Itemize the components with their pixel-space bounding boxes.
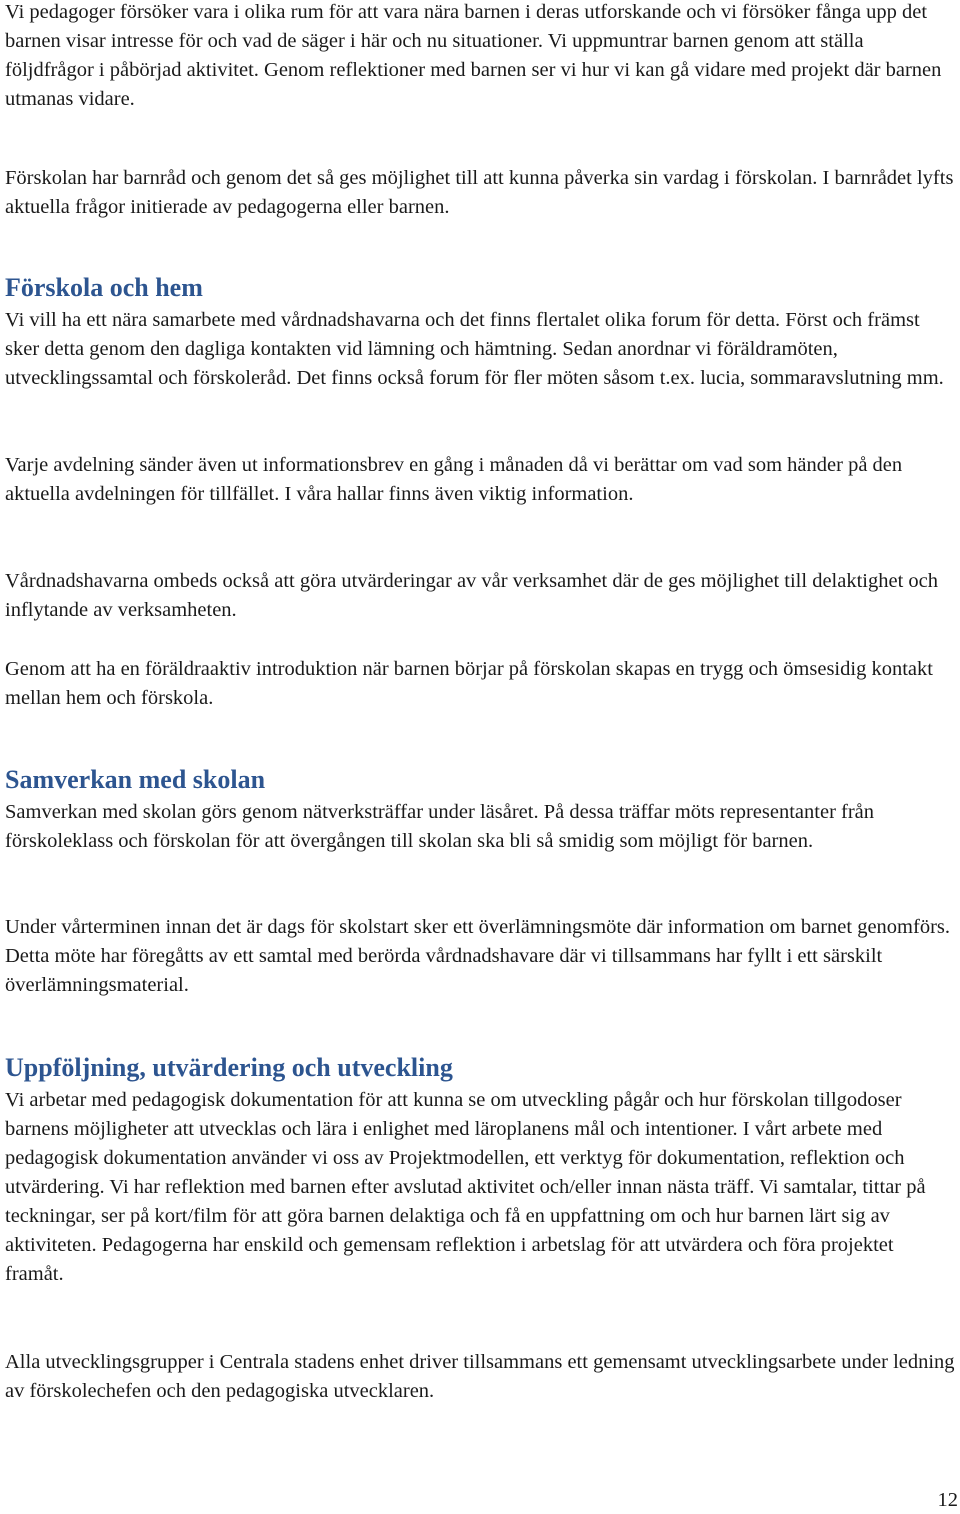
paragraph-evaluations: Vårdnadshavarna ombeds också att göra utvärderingar av vår verksamhet där de ges möjlighet till delaktighet och inflytande av verksamheten. (5, 570, 938, 621)
heading-samverkan-med-skolan: Samverkan med skolan (5, 765, 266, 794)
paragraph-introduction: Genom att ha en föräldraaktiv introduktion när barnen börjar på förskolan skapas en trygg och ömsesidig kontakt mellan hem och förskola. (5, 658, 933, 709)
paragraph-newsletter: Varje avdelning sänder även ut informationsbrev en gång i månaden då vi berättar om vad som händer på den aktuella avdelningen för tillfället. I våra hallar finns även viktig information. (5, 454, 903, 505)
paragraph-network-meetings: Samverkan med skolan görs genom nätverksträffar under läsåret. På dessa träffar möts representanter från förskoleklass och förskolan för att övergången till skolan ska bli så smidig som möjligt för barnen. (5, 801, 875, 852)
paragraph-handover-meeting: Under vårterminen innan det är dags för skolstart sker ett överlämningsmöte där information om barnet genomförs. Detta möte har föregåtts av ett samtal med berörda vårdnadshavare där vi tillsammans har fyllt i ett särskilt överlämningsmaterial. (5, 916, 951, 996)
heading-uppfoljning: Uppföljning, utvärdering och utveckling (5, 1053, 453, 1082)
heading-forskola-och-hem: Förskola och hem (5, 273, 203, 302)
paragraph-cooperation-guardians: Vi vill ha ett nära samarbete med vårdnadshavarna och det finns flertalet olika forum för detta. Först och främst sker detta genom den dagliga kontakten vid lämning och hämtning. Sedan anordnar vi föräldramöten, utvecklingssamtal och förskoleråd. Det finns också forum för fler möten såsom t.ex. lucia, sommaravslutning mm. (5, 309, 944, 389)
paragraph-pedagogical-documentation: Vi arbetar med pedagogisk dokumentation för att kunna se om utveckling pågår och hur förskolan tillgodoser barnens möjligheter att utvecklas och lära i enlighet med läroplanens mål och intentioner. I vårt arbete med pedagogisk dokumentation använder vi oss av Projektmodellen, ett verktyg för dokumentation, reflektion och utvärdering. Vi har reflektion med barnen efter avslutad aktivitet och/eller innan nästa träff. Vi samtalar, tittar på teckningar, ser på kort/film för att göra barnen delaktiga och få en uppfattning om och hur barnen lärt sig av aktiviteten. Pedagogerna har enskild och gemensam reflektion i arbetslag för att utvärdera och föra projektet framåt. (5, 1089, 926, 1285)
paragraph-development-groups: Alla utvecklingsgrupper i Centrala stadens enhet driver tillsammans ett gemensamt utvecklingsarbete under ledning av förskolechefen och den pedagogiska utvecklaren. (5, 1351, 955, 1402)
page-number: 12 (937, 1489, 958, 1511)
paragraph-children-council: Förskolan har barnråd och genom det så ges möjlighet till att kunna påverka sin vardag i förskolan. I barnrådet lyfts aktuella frågor initierade av pedagogerna eller barnen. (5, 167, 954, 218)
paragraph-pedagogues-rooms: Vi pedagoger försöker vara i olika rum för att vara nära barnen i deras utforskande och vi försöker fånga upp det barnen visar intresse för och vad de säger i här och nu situationer. Vi uppmuntrar barnen genom att ställa följdfrågor i påbörjad aktivitet. Genom reflektioner med barnen ser vi hur vi kan gå vidare med projekt där barnen utmanas vidare. (5, 1, 942, 110)
